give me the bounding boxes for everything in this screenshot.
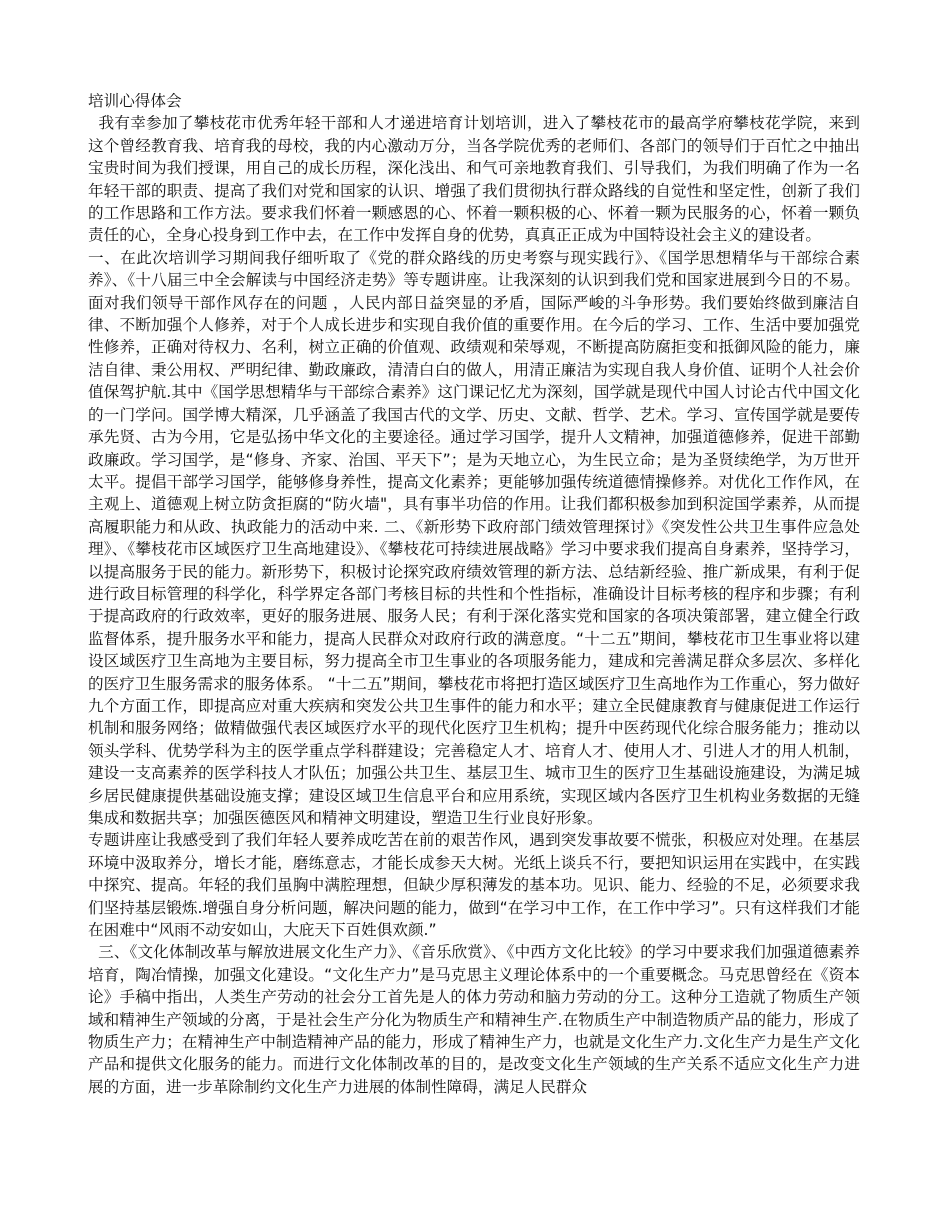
paragraph-intro: 我有幸参加了攀枝花市优秀年轻干部和人才递进培育计划培训，进入了攀枝花市的最高学府攀枝花学院，来到这个曾经教育我、培育我的母校，我的内心激动万分，当各学院优秀的老师们、各部门的领导们于百忙之中抽出宝贵时间为我们授课，用自己的成长历程，深化浅出、和气可亲地教育我们、引导我们，为我们明确了作为一名年轻干部的职责、提高了我们对党和国家的认识、增强了我们贯彻执行群众路线的自觉性和坚定性，创新了我们的工作思路和工作方法。要求我们怀着一颗感恩的心、怀着一颗积极的心、怀着一颗为民服务的心，怀着一颗负责任的心，全身心投身到工作中去，在工作中发挥自身的优势，真真正正成为中国特设社会主义的建设者。	[88, 114, 860, 245]
paragraph-section-one-two: 一、在此次培训学习期间我仔细听取了《党的群众路线的历史考察与现实践行》、《国学思想精华与干部综合素养》、《十八届三中全会解读与中国经济走势》等专题讲座。让我深刻的认识到我们党和国家进展到今日的不易。面对我们领导干部作风存在的问题 ，人民内部日益突显的矛盾，国际严峻的斗争形势。我们要始终做到廉洁自律、不断加强个人修养，对于个人成长进步和实现自我价值的重要作用。在今后的学习、工作、生活中要加强党性修养，正确对待权力、名利，树立正确的价值观、政绩观和荣辱观，不断提高防腐拒变和抵御风险的能力，廉洁自律、秉公用权、严明纪律、勤政廉政，清清白白的做人，用清正廉洁为实现自我人身价值、证明个人社会价值保驾护航.其中《国学思想精华与干部综合素养》这门课记忆尤为深刻，国学就是现代中国人讨论古代中国文化的一门学问。国学博大精深，几乎涵盖了我国古代的文学、历史、文献、哲学、艺术。学习、宣传国学就是要传承先贤、古为今用，它是弘扬中华文化的主要途径。通过学习国学，提升人文精神，加强道德修养，促进干部勤政廉政。学习国学，是“修身、齐家、治国、平天下”；是为天地立心，为生民立命；是为圣贤续绝学，为万世开太平。提倡干部学习国学，能够修身养性，提高文化素养；更能够加强传统道德情操修养。对优化工作作风，在主观上、道德观上树立防贪拒腐的“防火墙"，具有事半功倍的作用。让我们都积极参加到积淀国学素养，从而提高履职能力和从政、执政能力的活动中来. 二、《新形势下政府部门绩效管理探讨》《突发性公共卫生事件应急处理》、《攀枝花市区域医疗卫生高地建设》、《攀枝花可持续进展战略》学习中要求我们提高自身素养，坚持学习，以提高服务于民的能力。新形势下，积极讨论探究政府绩效管理的新方法、总结新经验、推广新成果，有利于促进行政目标管理的科学化，科学界定各部门考核目标的共性和个性指标，准确设计目标考核的程序和步骤；有利于提高政府的行政效率，更好的服务进展、服务人民；有利于深化落实党和国家的各项决策部署，建立健全行政监督体系，提升服务水平和能力，提高人民群众对政府行政的满意度。“十二五”期间，攀枝花市卫生事业将以建设区域医疗卫生高地为主要目标，努力提高全市卫生事业的各项服务能力，建成和完善满足群众多层次、多样化的医疗卫生服务需求的服务体系。 “十二五”期间，攀枝花市将把打造区域医疗卫生高地作为工作重心，努力做好九个方面工作，即提高应对重大疾病和突发公共卫生事件的能力和水平；建立全民健康教育与健康促进工作运行机制和服务网络；做精做强代表区域医疗水平的现代化医疗卫生机构；提升中医药现代化综合服务能力；推动以领头学科、优势学科为主的医学重点学科群建设；完善稳定人才、培育人才、使用人才、引进人才的用人机制，建设一支高素养的医学科技人才队伍；加强公共卫生、基层卫生、城市卫生的医疗卫生基础设施建设，为满足城乡居民健康提供基础设施支撑；建设区域卫生信息平台和应用系统，实现区域内各医疗卫生机构业务数据的无缝集成和数据共享；加强医德医风和精神文明建设，塑造卫生行业良好形象。	[88, 248, 860, 827]
paragraph-lecture-reflection: 专题讲座让我感受到了我们年轻人要养成吃苦在前的艰苦作风，遇到突发事故要不慌张，积极应对处理。在基层环境中汲取养分，增长才能，磨练意志，才能长成参天大树。光纸上谈兵不行，要把知识运用在实践中，在实践中探究、提高。年轻的我们虽胸中满腔理想，但缺少厚积薄发的基本功。见识、能力、经验的不足，必须要求我们坚持基层锻炼.增强自身分析问题，解决问题的能力，做到“在学习中工作，在工作中学习”。只有这样我们才能在困难中“风雨不动安如山，大庇天下百姓俱欢颜.”	[88, 831, 860, 940]
document-title: 培训心得体会	[88, 92, 182, 110]
document-body	[88, 90, 860, 1098]
paragraph-section-three: 三、《文化体制改革与解放进展文化生产力》、《音乐欣赏》、《中西方文化比较》的学习中要求我们加强道德素养培育，陶冶情操，加强文化建设。“文化生产力”是马克思主义理论体系中的一个重要概念。马克思曾经在《资本论》手稿中指出，人类生产劳动的社会分工首先是人的体力劳动和脑力劳动的分工。这种分工造就了物质生产领域和精神生产领域的分离，于是社会生产分化为物质生产和精神生产.在物质生产中制造物质产品的能力，形成了物质生产力；在精神生产中制造精神产品的能力，形成了精神生产力，也就是文化生产力.文化生产力是生产文化产品和提供文化服务的能力。而进行文化体制改革的目的，是改变文化生产领域的生产关系不适应文化生产力进展的方面，进一步革除制约文化生产力进展的体制性障碍，满足人民群众	[88, 943, 860, 1096]
